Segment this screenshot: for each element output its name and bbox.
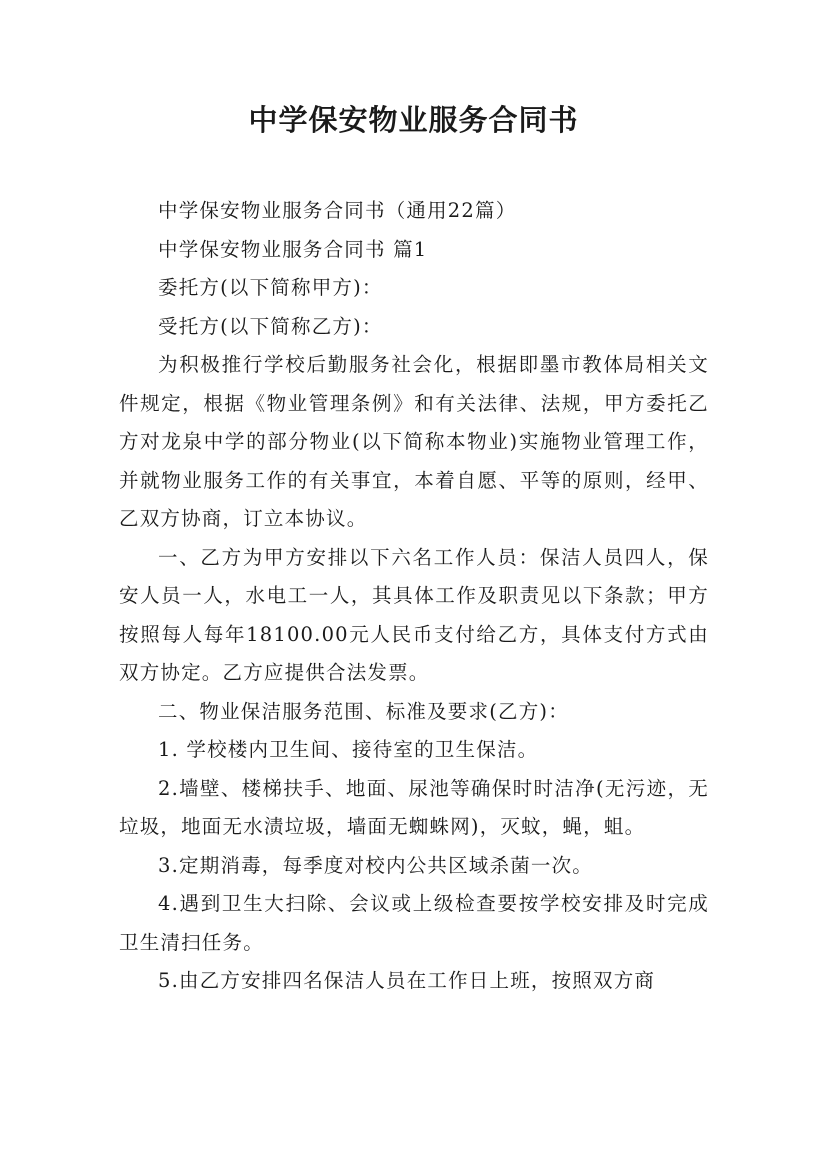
paragraph-party-b: 受托方(以下简称乙方)： [158, 314, 383, 338]
paragraph-item-3: 3.定期消毒，每季度对校内公共区域杀菌一次。 [158, 853, 594, 877]
paragraph-preamble: 为积极推行学校后勤服务社会化，根据即墨市教体局相关文件规定，根据《物业管理条例》和有关法律、法规，甲方委托乙方对龙泉中学的部分物业(以下简称本物业)实施物业管理工作，并就物业服务工作的有关事宜，本着自愿、平等的原则，经甲、乙双方协商，订立本协议。 [119, 353, 709, 530]
paragraph-party-a: 委托方(以下简称甲方)： [158, 276, 383, 299]
paragraph-collection-title: 中学保安物业服务合同书（通用22篇） [158, 199, 517, 222]
document-body [119, 192, 709, 1001]
paragraph-item-5: 5.由乙方安排四名保洁人员在工作日上班，按照双方商 [158, 969, 656, 992]
paragraph-clause-1: 一、乙方为甲方安排以下六名工作人员：保洁人员四人，保安人员一人，水电工一人，其具体工作及职责见以下条款；甲方按照每人每年18100.00元人民币支付给乙方，具体支付方式由双方协定。乙方应提供合法发票。 [119, 545, 709, 684]
paragraph-clause-2: 二、物业保洁服务范围、标准及要求(乙方)： [158, 699, 569, 723]
paragraph-item-4: 4.遇到卫生大扫除、会议或上级检查要按学校安排及时完成卫生清扫任务。 [119, 892, 709, 954]
paragraph-item-1: 1. 学校楼内卫生间、接待室的卫生保洁。 [158, 738, 539, 761]
paragraph-item-2: 2.墙壁、楼梯扶手、地面、尿池等确保时时洁净(无污迹，无垃圾，地面无水渍垃圾，墙面无蜘蛛网)，灭蚊，蝇，蛆。 [119, 776, 709, 838]
document-title: 中学保安物业服务合同书 [248, 103, 579, 137]
paragraph-section-heading: 中学保安物业服务合同书 篇1 [158, 237, 428, 261]
